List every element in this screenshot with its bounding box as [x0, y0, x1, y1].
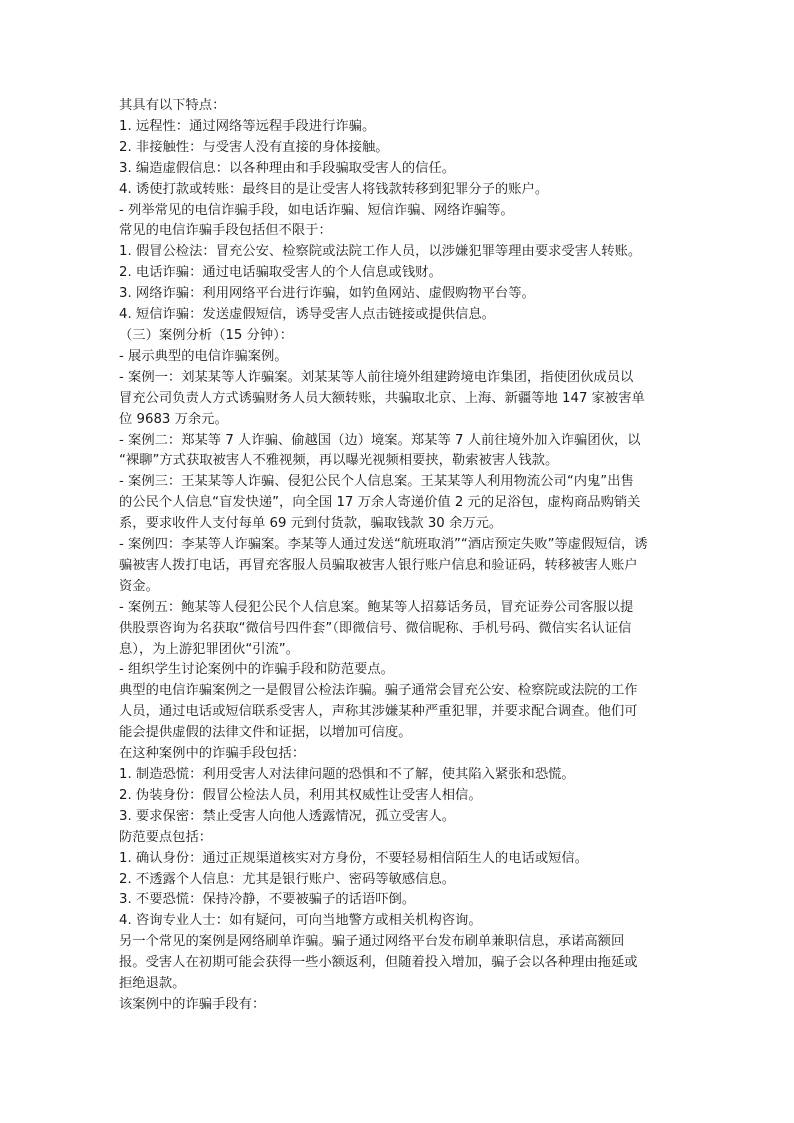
text-line: - 列举常见的电信诈骗手段，如电话诈骗、短信诈骗、网络诈骗等。 [119, 202, 514, 218]
text-line: 防范要点包括： [119, 829, 213, 845]
text-line: 骗被害人拨打电话，再冒充客服人员骗取被害人银行账户信息和验证码，转移被害人账户 [119, 557, 638, 573]
text-line: 2. 非接触性：与受害人没有直接的身体接触。 [119, 139, 389, 155]
text-line: 拒绝退款。 [119, 976, 186, 992]
text-line: 系，要求收件人支付每单 69 元到付货款，骗取钱款 30 余万元。 [119, 516, 503, 532]
text-line: - 案例二：郑某等 7 人诈骗、偷越国（边）境案。郑某等 7 人前往境外加入诈骗团伙，以 [119, 432, 641, 448]
text-line: 该案例中的诈骗手段有： [119, 996, 266, 1012]
text-line: 3. 要求保密：禁止受害人向他人透露情况，孤立受害人。 [119, 808, 456, 824]
text-line: 1. 远程性：通过网络等远程手段进行诈骗。 [119, 118, 376, 134]
text-line: 供股票咨询为名获取“微信号四件套”（即微信号、微信昵称、手机号码、微信实名认证信 [119, 620, 632, 636]
text-line: - 组织学生讨论案例中的诈骗手段和防范要点。 [119, 662, 394, 678]
text-line: 息），为上游犯罪团伙“引流”。 [119, 641, 299, 657]
text-line: 1. 确认身份：通过正规渠道核实对方身份，不要轻易相信陌生人的电话或短信。 [119, 850, 589, 866]
text-line: 在这种案例中的诈骗手段包括： [119, 746, 306, 762]
text-line: 能会提供虚假的法律文件和证据，以增加可信度。 [119, 725, 412, 741]
text-line: 2. 伪装身份：假冒公检法人员，利用其权威性让受害人相信。 [119, 787, 482, 803]
text-line: “裸聊”方式获取被害人不雅视频，再以曝光视频相要挟，勒索被害人钱款。 [119, 453, 559, 469]
text-line: 报。受害人在初期可能会获得一些小额返利，但随着投入增加，骗子会以各种理由拖延或 [119, 955, 638, 971]
document-body [119, 96, 690, 1016]
text-line: - 案例一：刘某某等人诈骗案。刘某某等人前往境外组建跨境电诈集团，指使团伙成员以 [119, 369, 634, 385]
text-line: 2. 电话诈骗：通过电话骗取受害人的个人信息或钱财。 [119, 265, 442, 281]
text-line: 冒充公司负责人方式诱骗财务人员大额转账，共骗取北京、上海、新疆等地 147 家被害单 [119, 390, 645, 406]
text-line: 2. 不透露个人信息：尤其是银行账户、密码等敏感信息。 [119, 871, 456, 887]
text-line: 4. 短信诈骗：发送虚假短信，诱导受害人点击链接或提供信息。 [119, 307, 495, 323]
text-line: 位 9683 万余元。 [119, 411, 228, 427]
text-line: 3. 不要恐慌：保持冷静，不要被骗子的话语吓倒。 [119, 892, 416, 908]
text-line: 其具有以下特点： [119, 98, 226, 113]
text-line: 资金。 [119, 578, 159, 594]
text-line: - 案例三：王某某等人诈骗、侵犯公民个人信息案。王某某等人利用物流公司“内鬼”出售 [119, 474, 634, 490]
text-line: - 案例五：鲍某等人侵犯公民个人信息案。鲍某等人招募话务员，冒充证券公司客服以提 [119, 599, 634, 615]
text-line: 3. 编造虚假信息：以各种理由和手段骗取受害人的信任。 [119, 160, 456, 176]
text-line: （三）案例分析（15 分钟）： [119, 327, 294, 343]
text-line: 常见的电信诈骗手段包括但不限于： [119, 223, 332, 239]
text-line: 1. 假冒公检法：冒充公安、检察院或法院工作人员，以涉嫌犯罪等理由要求受害人转账。 [119, 244, 642, 260]
text-line: 典型的电信诈骗案例之一是假冒公检法诈骗。骗子通常会冒充公安、检察院或法院的工作 [119, 683, 638, 699]
text-line: - 展示典型的电信诈骗案例。 [119, 348, 288, 364]
text-line: - 案例四：李某等人诈骗案。李某等人通过发送“航班取消”“酒店预定失败”等虚假短信，诱 [119, 537, 648, 553]
text-line: 4. 咨询专业人士：如有疑问，可向当地警方或相关机构咨询。 [119, 913, 482, 929]
text-line: 1. 制造恐慌：利用受害人对法律问题的恐惧和不了解，使其陷入紧张和恐慌。 [119, 767, 575, 782]
text-line: 另一个常见的案例是网络刷单诈骗。骗子通过网络平台发布刷单兼职信息，承诺高额回 [119, 934, 625, 950]
text-line: 3. 网络诈骗：利用网络平台进行诈骗，如钓鱼网站、虚假购物平台等。 [119, 286, 535, 302]
text-line: 的公民个人信息“盲发快递”，向全国 17 万余人寄递价值 2 元的足浴包，虚构商品购销关 [119, 495, 641, 511]
text-line: 人员，通过电话或短信联系受害人，声称其涉嫌某种严重犯罪，并要求配合调查。他们可 [119, 704, 638, 720]
text-line: 4. 诱使打款或转账：最终目的是让受害人将钱款转移到犯罪分子的账户。 [119, 181, 549, 197]
